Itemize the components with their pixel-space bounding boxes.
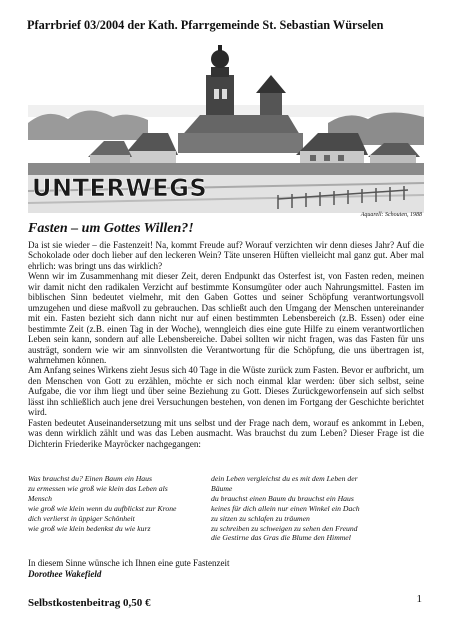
poem-right-column [211,474,360,543]
poem-line: wie groß wie klein wenn du aufblickst zur Krone [28,503,177,513]
poem-line: du brauchst einen Baum du brauchst ein Haus [211,493,354,503]
paragraph: Da ist sie wieder – die Fastenzeit! Na, kommt Freude auf? Worauf verzichten wir denn dieses Jahr? Auf die Schokolade oder doch lieber auf den leckeren Wein? Täte unseren Hüften vielleicht mal ganz gut. Aber mal ehrlich: was bringt uns das wirklich? [28,240,424,271]
poem-line: keines für dich allein nur einen Winkel ein Dach [211,503,360,513]
price-note: Selbstkostenbeitrag 0,50 € [28,597,151,609]
poem-line: Bäume [211,483,233,493]
poem-line: zu sitzen zu schlafen zu träumen [211,513,310,523]
poem-line: die Gestirne das Gras die Blume den Himmel [211,533,351,543]
newsletter-header: Pfarrbrief 03/2004 der Kath. Pfarrgemeinde St. Sebastian Würselen [27,18,384,32]
article-body [28,240,424,449]
poem-line: Mensch [28,493,52,503]
illustration-credit: Aquarell: Schouten, 1988 [360,212,422,218]
paragraph: Am Anfang seines Wirkens zieht Jesus sich 40 Tage in die Wüste zurück zum Fasten. Bevor er aufbricht, um den Menschen von Gott zu erzählen, möchte er sich noch einmal klar werden: über sich selbst, seine Aufgabe, die vor ihm liegt und über seine Beziehung zu Gott. Dieses Zurückgeworfensein auf sich selbst lässt ihn schließlich auch jene drei Versuchungen bestehen, von denen im Fortgang der Geschichte berichtet wird. [28,365,424,418]
article-title: Fasten – um Gottes Willen?! [28,221,194,236]
poem-line: wie groß wie klein bedenkst du wie kurz [28,523,151,533]
poem-left-column [28,474,176,533]
poem-line: zu schreiben zu schweigen zu sehen den Freund [211,523,358,533]
poem-line: dein Leben vergleichst du es mit dem Leben der [211,474,358,483]
poem-line: Was brauchst du? Einen Baum ein Haus [28,474,152,483]
paragraph: Wenn wir im Zusammenhang mit dieser Zeit, deren Endpunkt das Osterfest ist, von Fasten reden, meinen wir damit nicht den radikalen Verzicht auf bestimmte Konsumgüter oder auch Nahrungsmittel. Fasten im biblischen Sinn bedeutet vielmehr, mit den Gaben Gottes und seiner Schöpfung verantwortungsvoll umzugehen und diese maßvoll zu gebrauchen. Das schließt auch den Umgang der Menschen untereinander mit ein. Fasten bezieht sich dann nicht nur auf einen bestimmten Lebensbereich (z.B. Essen) oder eine bestimmte Zeit (z.B. einen Tag in der Woche), wenngleich dies eine gute Hilfe zu einem verantwortlichen Leben sein kann, sondern auf alle Lebensbereiche. Dabei sollten wir nicht fragen, was das Fasten für uns austrägt, sondern wie wir am sinnvollsten die Verantwortung für die Schöpfung, die uns übertragen ist, wahrnehmen können. [28,271,424,365]
page-number: 1 [416,593,422,605]
author-signature: Dorothee Wakefield [28,569,102,579]
poem-line: zu ermessen wie groß wie klein das Leben als [28,483,168,493]
poem-line: dich verlierst in üppiger Schönheit [28,513,135,523]
closing-block [28,558,229,580]
closing-text: In diesem Sinne wünsche ich Ihnen eine gute Fastenzeit [28,558,230,568]
paragraph: Fasten bedeutet Auseinandersetzung mit uns selbst und der Frage nach dem, worauf es ankommt in Leben, was denn wirklich zählt und was das Leben ausmacht. Was brauchst du zum Leben? Dieser Frage ist die Dichterin Friederike Mayröcker nachgegangen: [28,417,424,449]
banner-title: UNTERWEGS [32,174,208,202]
watercolor-illustration [28,45,424,213]
